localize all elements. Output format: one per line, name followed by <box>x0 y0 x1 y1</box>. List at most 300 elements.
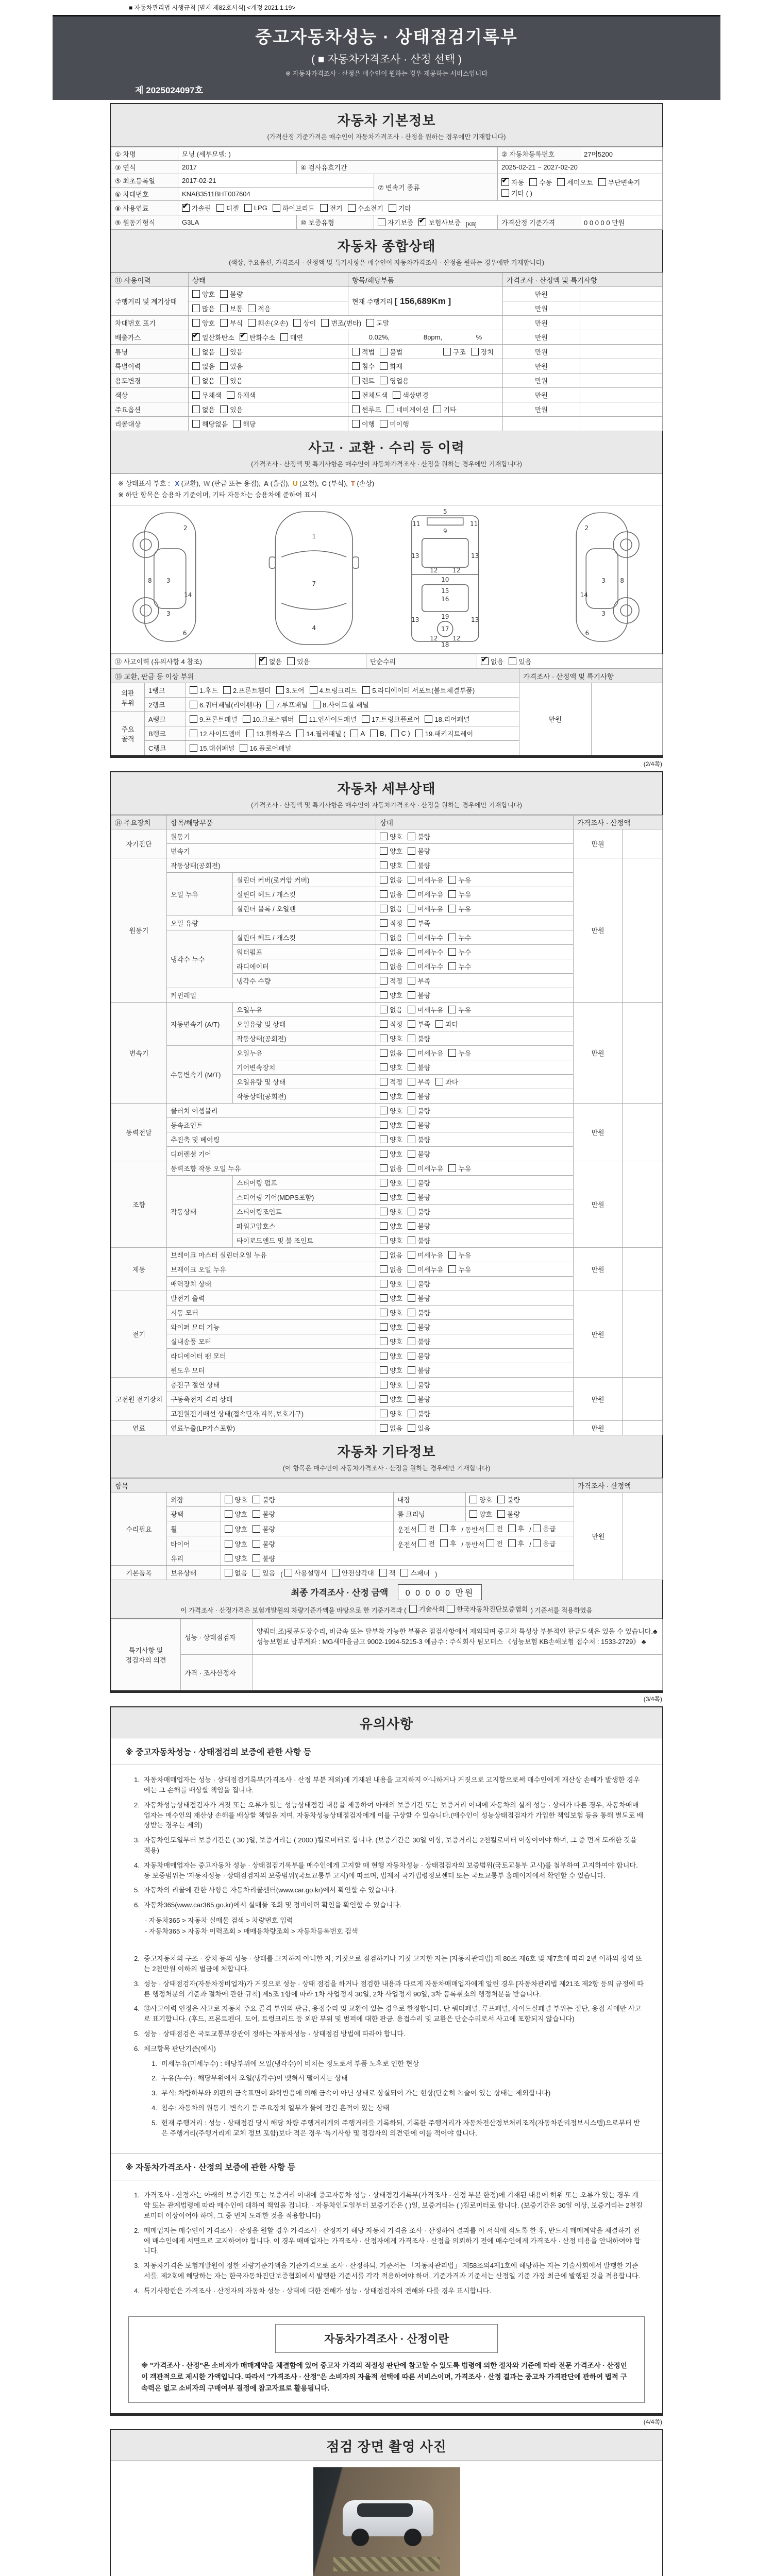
checkbox-불량[interactable] <box>408 1394 430 1404</box>
item-와이퍼 모터 기능: 와이퍼 모터 기능 <box>167 1320 376 1334</box>
value-reg-no: 27머5200 <box>580 147 663 161</box>
checkbox-C )[interactable] <box>391 730 410 737</box>
status-code-prefix: ※ 상태표시 부호 : <box>118 480 172 487</box>
checkbox-양호[interactable] <box>380 1365 402 1375</box>
checkbox-불량[interactable] <box>253 1495 275 1504</box>
checkbox-불량[interactable] <box>220 289 243 299</box>
checkbox-누유[interactable] <box>448 875 471 885</box>
checkbox-없음[interactable] <box>380 1163 402 1173</box>
checkbox-양호[interactable] <box>380 1149 402 1159</box>
checkbox-양호[interactable] <box>380 1033 402 1043</box>
notice-item-number: 3. <box>152 2089 157 2097</box>
checkbox-안전삼각대[interactable] <box>332 1568 374 1578</box>
checkbox-box-icon <box>259 657 267 665</box>
notes-제동 <box>623 1248 663 1291</box>
checkbox-훼손(오손)[interactable] <box>248 318 288 328</box>
notice-item-text: 자동차365(www.car365.go.kr)에서 실매물 조회 및 정비이력 확인을 확인할 수 있습니다. <box>144 1901 401 1909</box>
checkbox-4.트렁크리드[interactable] <box>310 685 358 695</box>
checkbox-5.라디에이터 서포트(볼트체결부품)[interactable] <box>362 685 475 695</box>
checkbox-양호[interactable] <box>225 1539 247 1549</box>
checkbox-후[interactable] <box>508 1523 525 1533</box>
checkbox-과다[interactable] <box>435 1077 458 1087</box>
checkbox-18.리어패널[interactable] <box>425 714 469 724</box>
checkbox-양호[interactable] <box>380 990 402 1000</box>
checkbox-전체도색[interactable] <box>352 390 388 400</box>
checkbox-양호[interactable] <box>380 846 402 856</box>
checkbox-자기보증[interactable] <box>378 217 413 227</box>
checkbox-있음[interactable] <box>220 376 243 385</box>
checkbox-도말[interactable] <box>366 318 389 328</box>
checkbox-불량[interactable] <box>408 1279 430 1289</box>
checkbox-box-icon <box>501 178 509 186</box>
checkbox-누유[interactable] <box>448 889 471 899</box>
checkbox-양호[interactable] <box>380 1134 402 1144</box>
checkbox-적음[interactable] <box>248 303 271 313</box>
label-warranty-type: ⑩ 보증유형 <box>297 215 374 230</box>
section-box-2 <box>110 771 663 1693</box>
checkbox-label: 불량 <box>417 848 431 856</box>
checkbox-없음[interactable] <box>380 933 402 942</box>
checkbox-누유[interactable] <box>448 904 471 913</box>
recall-detail <box>348 417 503 431</box>
checkbox-없음[interactable] <box>192 404 215 414</box>
checkbox-양호[interactable] <box>380 1178 402 1188</box>
checkbox-box-icon <box>380 1035 388 1042</box>
checkbox-2.프론트휀더[interactable] <box>223 685 271 695</box>
checkbox-양호[interactable] <box>380 1293 402 1303</box>
checkbox-누수[interactable] <box>448 947 471 957</box>
checkbox-box-icon <box>408 934 415 941</box>
checkbox-적정[interactable] <box>380 976 402 986</box>
checkbox-불량[interactable] <box>408 1235 430 1245</box>
checkbox-상이[interactable] <box>293 318 316 328</box>
checkbox-양호[interactable] <box>380 1207 402 1216</box>
checkbox-응급[interactable] <box>533 1523 556 1533</box>
checkbox-불량[interactable] <box>408 1207 430 1216</box>
checkbox-전[interactable] <box>486 1523 503 1533</box>
checkbox-불량[interactable] <box>253 1524 275 1534</box>
opinion-who-0: 성능 · 상태점검자 <box>181 1619 253 1655</box>
checkbox-box-icon <box>380 1381 388 1388</box>
checkbox-불량[interactable] <box>408 1221 430 1231</box>
checkbox-가솔린[interactable] <box>182 203 211 213</box>
checkbox-box-icon <box>448 1251 456 1259</box>
checkbox-없음[interactable] <box>380 1048 402 1058</box>
table-row <box>111 273 663 287</box>
checkbox-label: 양호 <box>390 992 403 1000</box>
checkbox-양호[interactable] <box>380 1336 402 1346</box>
checkbox-12.사이드멤버[interactable] <box>190 728 241 738</box>
checkbox-미세누수[interactable] <box>408 933 443 942</box>
section-box-3 <box>110 1706 663 2416</box>
state-작동상태(공회전) <box>376 1089 574 1104</box>
checkbox-미세누유[interactable] <box>408 904 443 913</box>
checkbox-없음[interactable] <box>192 361 215 371</box>
checkbox-13.휠하우스[interactable] <box>246 728 291 738</box>
checkbox-무단변속기[interactable] <box>598 177 641 187</box>
checkbox-불량[interactable] <box>408 1149 430 1159</box>
checkbox-색상변경[interactable] <box>393 390 428 400</box>
notice-header <box>111 1707 662 1738</box>
checkbox-영업용[interactable] <box>380 376 409 385</box>
checkbox-후[interactable] <box>440 1538 457 1548</box>
checkbox-수소전기[interactable] <box>348 203 383 213</box>
checkbox-불량[interactable] <box>408 1336 430 1346</box>
checkbox-없음[interactable] <box>380 1423 402 1433</box>
checkbox-양호[interactable] <box>380 1380 402 1389</box>
checkbox-불량[interactable] <box>408 1322 430 1332</box>
checkbox-9.프론트패널[interactable] <box>190 714 238 724</box>
checkbox-17.트렁크플로어[interactable] <box>362 714 419 724</box>
checkbox-있음[interactable] <box>220 404 243 414</box>
label-main-options: 주요옵션 <box>111 402 189 417</box>
checkbox-미세누유[interactable] <box>408 889 443 899</box>
detail-subtitle: (가격조사 · 산정액 및 특기사항은 매수인이 자동차가격조사 · 산정을 원하는 경우에만 기재합니다) <box>251 802 522 809</box>
checkbox-LPG[interactable] <box>244 204 267 212</box>
state-타이어 <box>221 1536 394 1551</box>
checkbox-양호[interactable] <box>380 1409 402 1418</box>
checkbox-적정[interactable] <box>380 1019 402 1029</box>
checkbox-있음[interactable] <box>287 656 310 666</box>
notes-자기진단 <box>623 829 663 858</box>
checkbox-디젤[interactable] <box>216 203 239 213</box>
svg-text:2: 2 <box>584 524 589 532</box>
checkbox-box-icon <box>192 290 200 298</box>
checkbox-미세누유[interactable] <box>408 1048 443 1058</box>
checkbox-불량[interactable] <box>408 860 430 870</box>
checkbox-양호[interactable] <box>225 1495 247 1504</box>
checkbox-label: 미세누수 <box>417 963 444 971</box>
checkbox-label: 부족 <box>417 977 431 986</box>
checkbox-화재[interactable] <box>380 361 402 371</box>
checkbox-없음[interactable] <box>380 1264 402 1274</box>
detail-header <box>111 772 662 815</box>
checkbox-불량[interactable] <box>253 1509 275 1519</box>
checkbox-7.루프패널[interactable] <box>266 700 308 709</box>
checkbox-양호[interactable] <box>380 1351 402 1361</box>
checkbox-전기[interactable] <box>320 203 343 213</box>
notice-item <box>126 2261 645 2281</box>
checkbox-box-icon <box>418 1524 426 1532</box>
checkbox-불량[interactable] <box>497 1509 520 1519</box>
checkbox-장치[interactable] <box>471 347 494 357</box>
checkbox-불량[interactable] <box>408 1033 430 1043</box>
checkbox-label: 불량 <box>417 1064 431 1072</box>
checkbox-양호[interactable] <box>192 289 215 299</box>
checkbox-네비게이션[interactable] <box>386 404 429 414</box>
checkbox-양호[interactable] <box>380 1192 402 1202</box>
checkbox-16.플로어패널[interactable] <box>240 743 291 753</box>
checkbox-있음[interactable] <box>220 361 243 371</box>
checkbox-하이브리드[interactable] <box>273 203 315 213</box>
checkbox-label: 미세누수 <box>417 934 444 942</box>
checkbox-불량[interactable] <box>408 1192 430 1202</box>
checkbox-양호[interactable] <box>380 1322 402 1332</box>
checkbox-있음[interactable] <box>408 1423 430 1433</box>
checkbox-없음[interactable] <box>192 347 215 357</box>
fee-usage-change: 만원 <box>503 374 580 388</box>
checkbox-불량[interactable] <box>408 1091 430 1101</box>
checkbox-유채색[interactable] <box>227 390 256 400</box>
state-실내송풍 모터 <box>376 1334 574 1349</box>
checkbox-미세누유[interactable] <box>408 1264 443 1274</box>
checkbox-8.사이드실 패널[interactable] <box>313 700 369 709</box>
checkbox-부족[interactable] <box>408 1077 430 1087</box>
checkbox-양호[interactable] <box>380 1308 402 1317</box>
checkbox-누유[interactable] <box>448 1163 471 1173</box>
checkbox-보통[interactable] <box>220 303 243 313</box>
checkbox-불량[interactable] <box>408 1293 430 1303</box>
checkbox-후[interactable] <box>508 1538 525 1548</box>
checkbox-B,[interactable] <box>370 730 386 737</box>
checkbox-box-icon <box>223 686 231 694</box>
checkbox-불량[interactable] <box>408 1409 430 1418</box>
checkbox-기술사회[interactable] <box>409 1604 445 1614</box>
checkbox-기타[interactable] <box>433 404 456 414</box>
checkbox-누유[interactable] <box>448 1264 471 1274</box>
device-group-연료: 연료 <box>111 1421 167 1435</box>
checkbox-많음[interactable] <box>192 303 215 313</box>
checkbox-box-icon <box>380 1395 388 1403</box>
checkbox-없음[interactable] <box>380 889 402 899</box>
checkbox-없음[interactable] <box>380 875 402 885</box>
checkbox-없음[interactable] <box>259 656 282 666</box>
checkbox-해당없음[interactable] <box>192 419 228 429</box>
checkbox-적정[interactable] <box>380 918 402 928</box>
checkbox-label: 불량 <box>417 1381 431 1389</box>
checkbox-이행[interactable] <box>352 419 375 429</box>
label-reg-no: ② 자동차등록번호 <box>498 147 580 161</box>
checkbox-box-icon <box>225 1525 232 1533</box>
checkbox-10.크로스멤버[interactable] <box>243 714 294 724</box>
checkbox-불량[interactable] <box>408 1062 430 1072</box>
checkbox-불량[interactable] <box>408 1120 430 1130</box>
checkbox-미세누유[interactable] <box>408 1250 443 1260</box>
checkbox-전[interactable] <box>418 1538 435 1548</box>
mileage-current <box>348 287 503 316</box>
checkbox-양호[interactable] <box>380 1062 402 1072</box>
fee-제동: 만원 <box>574 1248 623 1291</box>
checkbox-label: 부족 <box>417 920 431 928</box>
checkbox-누유[interactable] <box>448 1250 471 1260</box>
checkbox-응급[interactable] <box>533 1538 556 1548</box>
checkbox-전[interactable] <box>418 1523 435 1533</box>
checkbox-없음[interactable] <box>380 1250 402 1260</box>
checkbox-양호[interactable] <box>380 860 402 870</box>
checkbox-불량[interactable] <box>408 1351 430 1361</box>
checkbox-없음[interactable] <box>380 961 402 971</box>
checkbox-탄화수소[interactable] <box>240 332 275 342</box>
label-first-registration: ⑤ 최초등록일 <box>111 174 178 188</box>
checkbox-불량[interactable] <box>253 1539 275 1549</box>
checkbox-누수[interactable] <box>448 961 471 971</box>
checkbox-잭[interactable] <box>379 1568 396 1578</box>
checkbox-box-icon <box>380 1366 388 1374</box>
checkbox-box-icon <box>380 1309 388 1316</box>
checkbox-미세누유[interactable] <box>408 1005 443 1014</box>
checkbox-있음[interactable] <box>253 1568 275 1578</box>
checkbox-label: 13.휠하우스 <box>256 730 292 738</box>
checkbox-후[interactable] <box>440 1523 457 1533</box>
notice-item <box>144 2118 645 2139</box>
checkbox-box-icon <box>408 1020 415 1028</box>
checkbox-양호[interactable] <box>225 1524 247 1534</box>
state-디퍼렌셜 기어 <box>376 1147 574 1161</box>
header-etc-item: 항목 <box>111 1479 574 1493</box>
checkbox-누수[interactable] <box>448 933 471 942</box>
checkbox-기타[interactable] <box>389 203 411 213</box>
checkbox-불량[interactable] <box>497 1495 520 1504</box>
checkbox-불량[interactable] <box>408 990 430 1000</box>
checkbox-label: 불량 <box>417 1338 431 1346</box>
checkbox-부족[interactable] <box>408 976 430 986</box>
checkbox-부족[interactable] <box>408 1019 430 1029</box>
checkbox-부식[interactable] <box>220 318 243 328</box>
checkbox-label: 18.리어패널 <box>434 716 470 724</box>
price-appraisal-definition-text: ※ "가격조사 · 산정"은 소비자가 매매계약을 체결함에 있어 중고차 가격의 적절성 판단에 참고할 수 있도록 법령에 의한 절차와 기준에 따라 전문 가격조사 · 산정인이 객관적으로 제시한 가액입니다. 따라서 "가격조사 · 산정"은 소비자의 자율적 선택에 따른 서비스이며, 가격조사 · 산정 결과는 중고차 가격판단에 관하여 법적 구속력은 없고 소비자의 구매여부 결정에 참고자료로 활용됩니다. <box>141 2361 627 2393</box>
checkbox-양호[interactable] <box>469 1509 492 1519</box>
checkbox-스패너[interactable] <box>400 1568 430 1578</box>
fee-동력전달: 만원 <box>574 1104 623 1161</box>
checkbox-15.대쉬패널[interactable] <box>190 743 234 753</box>
checkbox-보험사보증[interactable] <box>418 217 461 227</box>
checkbox-미세누유[interactable] <box>408 875 443 885</box>
checkbox-불량[interactable] <box>408 1178 430 1188</box>
checkbox-양호[interactable] <box>380 1221 402 1231</box>
checkbox-세미오토[interactable] <box>557 177 593 187</box>
checkbox-양호[interactable] <box>380 1120 402 1130</box>
checkbox-미세누유[interactable] <box>408 1163 443 1173</box>
checkbox-box-icon <box>408 1150 415 1158</box>
checkbox-불량[interactable] <box>408 1106 430 1115</box>
table-row <box>111 201 663 215</box>
checkbox-box-icon <box>192 405 200 413</box>
checkbox-구조[interactable] <box>443 347 466 357</box>
state-외장 <box>221 1493 394 1507</box>
checkbox-양호[interactable] <box>192 318 215 328</box>
checkbox-11.인사이드패널[interactable] <box>299 714 357 724</box>
checkbox-적법[interactable] <box>352 347 375 357</box>
checkbox-label: 불량 <box>417 1150 431 1159</box>
checkbox-불량[interactable] <box>408 1365 430 1375</box>
checkbox-일산화탄소[interactable] <box>192 332 234 342</box>
checkbox-기타 ( )[interactable] <box>501 188 532 198</box>
checkbox-렌트[interactable] <box>352 376 375 385</box>
checkbox-없음[interactable] <box>481 656 503 666</box>
checkbox-해당[interactable] <box>233 419 256 429</box>
device-group-고전원 전기장치: 고전원 전기장치 <box>111 1378 167 1421</box>
checkbox-box-icon <box>389 204 396 212</box>
checkbox-과다[interactable] <box>435 1019 458 1029</box>
checkbox-3.도어[interactable] <box>276 685 305 695</box>
checkbox-있음[interactable] <box>220 347 243 357</box>
checkbox-수동[interactable] <box>529 177 552 187</box>
checkbox-누유[interactable] <box>448 1048 471 1058</box>
checkbox-label: 불량 <box>417 1352 431 1361</box>
checkbox-19.패키지트레이[interactable] <box>415 728 473 738</box>
checkbox-변조(변타)[interactable] <box>321 318 361 328</box>
checkbox-없음[interactable] <box>380 904 402 913</box>
checkbox-6.쿼터패널(리어휀다)[interactable] <box>190 700 261 709</box>
checkbox-1.후드[interactable] <box>190 685 218 695</box>
value-transmission <box>498 174 663 201</box>
checkbox-양호[interactable] <box>380 1091 402 1101</box>
checkbox-불량[interactable] <box>408 846 430 856</box>
checkbox-양호[interactable] <box>380 1106 402 1115</box>
checkbox-없음[interactable] <box>380 947 402 957</box>
checkbox-부족[interactable] <box>408 918 430 928</box>
checkbox-양호[interactable] <box>380 1235 402 1245</box>
final-note-prefix: 이 가격조사 · 산정가격은 보험개발원의 차량기준가액을 바탕으로 한 기준가격과 ( <box>180 1607 408 1615</box>
checkbox-양호[interactable] <box>380 1394 402 1404</box>
checkbox-양호[interactable] <box>225 1553 247 1563</box>
checkbox-미세누수[interactable] <box>408 961 443 971</box>
notice-item-number: 3. <box>134 1979 140 1988</box>
state-라디에이터 팬 모터 <box>376 1349 574 1363</box>
checkbox-미세누수[interactable] <box>408 947 443 957</box>
checkbox-매연[interactable] <box>280 332 303 342</box>
checkbox-썬루프[interactable] <box>352 404 381 414</box>
table-row <box>111 816 663 829</box>
paren-close: ) <box>435 1570 438 1579</box>
notice-item-number: 5. <box>152 2119 157 2127</box>
checkbox-한국자동차진단보증협회[interactable] <box>447 1604 528 1614</box>
checkbox-A[interactable] <box>350 730 365 737</box>
checkbox-불량[interactable] <box>408 832 430 841</box>
checkbox-적정[interactable] <box>380 1077 402 1087</box>
checkbox-불량[interactable] <box>408 1308 430 1317</box>
notes-전기 <box>623 1291 663 1378</box>
fee-vin: 만원 <box>503 316 580 330</box>
checkbox-미이행[interactable] <box>380 419 409 429</box>
checkbox-불량[interactable] <box>253 1553 275 1563</box>
checkbox-누유[interactable] <box>448 1005 471 1014</box>
checkbox-사용설명서[interactable] <box>284 1568 327 1578</box>
checkbox-불량[interactable] <box>408 1380 430 1389</box>
checkbox-14.필러패널 ([interactable] <box>296 728 345 738</box>
checkbox-box-icon <box>400 1569 408 1577</box>
state-광택 <box>221 1507 394 1521</box>
checkbox-자동[interactable] <box>501 177 524 187</box>
checkbox-있음[interactable] <box>509 656 531 666</box>
checkbox-label: 세미오토 <box>567 178 593 187</box>
checkbox-양호[interactable] <box>380 832 402 841</box>
final-price-note <box>111 1604 662 1615</box>
checkbox-box-icon <box>380 1251 388 1259</box>
state-룸 크리닝 <box>466 1507 574 1521</box>
checkbox-불법[interactable] <box>380 347 402 357</box>
checkbox-없음[interactable] <box>192 376 215 385</box>
checkbox-없음[interactable] <box>225 1568 247 1578</box>
checkbox-양호[interactable] <box>225 1509 247 1519</box>
checkbox-무채색[interactable] <box>192 390 222 400</box>
value-model-year: 2017 <box>178 161 297 174</box>
checkbox-침수[interactable] <box>352 361 375 371</box>
special-history-state <box>189 359 348 374</box>
checkbox-전[interactable] <box>486 1538 503 1548</box>
checkbox-label: 미세누유 <box>417 1006 444 1014</box>
status-code-desc: (교환), <box>179 480 200 487</box>
checkbox-label: 미세누유 <box>417 1251 444 1260</box>
checkbox-label: 불량 <box>417 992 431 1000</box>
notice-item-number: 5. <box>134 2029 140 2038</box>
checkbox-없음[interactable] <box>380 1005 402 1014</box>
checkbox-box-icon <box>220 377 228 384</box>
checkbox-불량[interactable] <box>408 1134 430 1144</box>
checkbox-양호[interactable] <box>469 1495 492 1504</box>
checkbox-양호[interactable] <box>380 1279 402 1289</box>
rank-A랭크: A랭크 <box>145 712 186 726</box>
